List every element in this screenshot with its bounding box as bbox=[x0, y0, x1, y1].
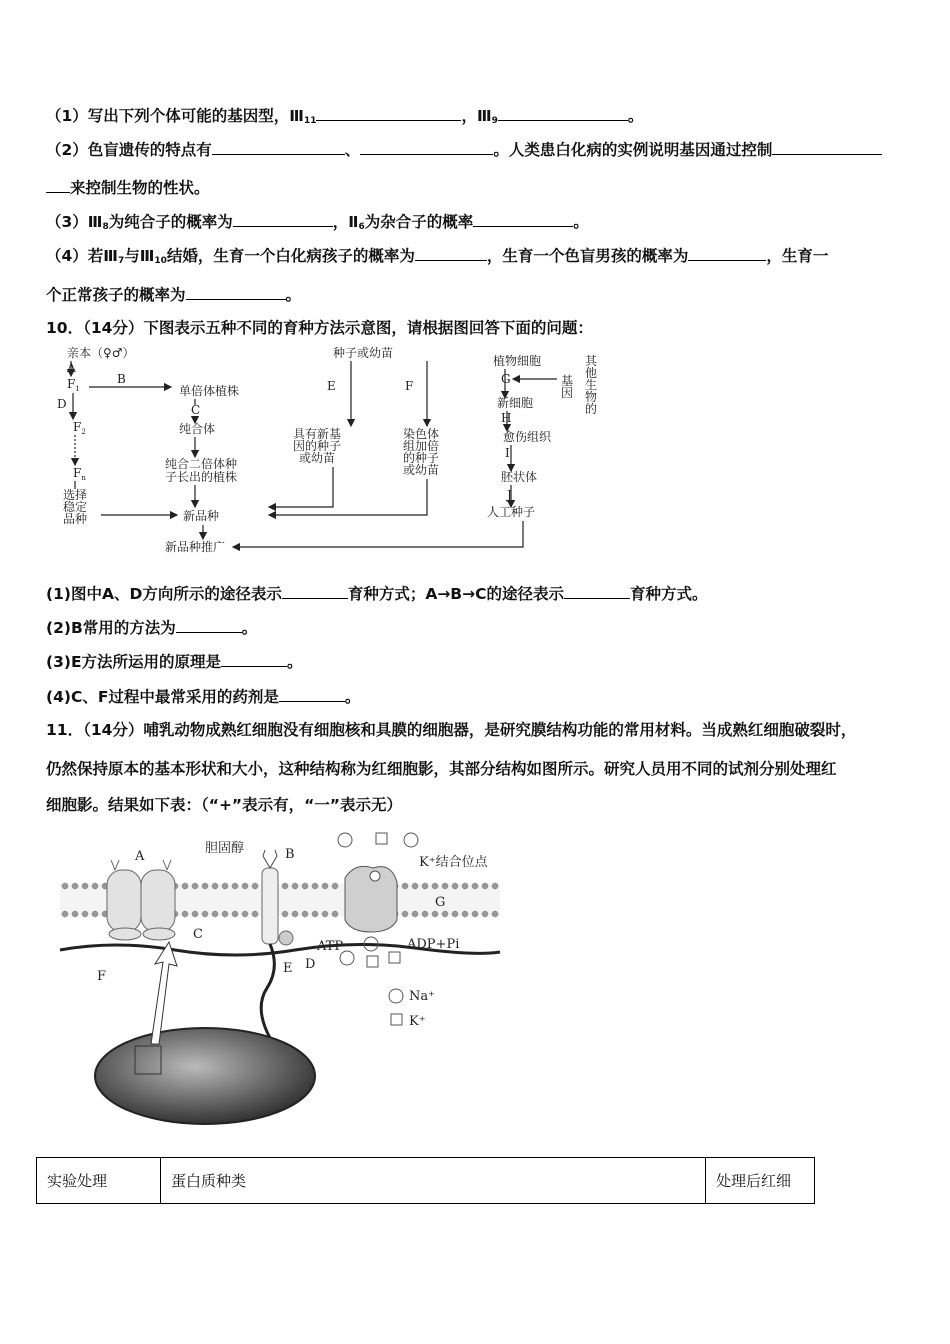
k-legend-icon bbox=[391, 1014, 402, 1025]
label-H: H bbox=[501, 411, 512, 425]
callus-label: 愈伤组织 bbox=[503, 430, 552, 444]
answer-blank[interactable] bbox=[233, 212, 333, 227]
q10-sub2: (2)B常用的方法为 。 bbox=[46, 619, 258, 637]
chromo-1: 染色体 bbox=[403, 427, 440, 441]
q9-part4-cont: 个正常孩子的概率为 。 bbox=[46, 286, 302, 304]
answer-blank[interactable] bbox=[415, 246, 487, 261]
label-E: E bbox=[283, 961, 293, 976]
answer-blank[interactable] bbox=[46, 178, 70, 193]
chromo-4: 或幼苗 bbox=[403, 463, 440, 477]
label-D: D bbox=[305, 957, 316, 972]
other-3: 生 bbox=[585, 378, 598, 392]
q9-part4: （4）若$Ⅲ_7$与$Ⅲ_{10}$结婚，生育一个白化病孩子的概率为 ，生育一个色盲男孩的概率为 ，生育一 bbox=[46, 247, 829, 266]
label-A: A bbox=[135, 849, 145, 864]
label-F1: $F_1$ bbox=[67, 377, 80, 393]
chromo-2: 组加倍 bbox=[403, 439, 440, 453]
results-table bbox=[36, 1157, 815, 1204]
newgene-3: 或幼苗 bbox=[299, 451, 336, 465]
label-I: I bbox=[505, 446, 510, 460]
table-header-result: 处理后红细 bbox=[706, 1158, 815, 1204]
answer-blank[interactable] bbox=[772, 140, 882, 155]
gene-2: 因 bbox=[561, 386, 574, 400]
cholesterol-label: 胆固醇 bbox=[205, 841, 245, 856]
label-J: J bbox=[507, 488, 512, 502]
answer-blank[interactable] bbox=[498, 106, 628, 121]
q11-line3: 细胞影。结果如下表：（“+”表示有，“一”表示无） bbox=[46, 796, 402, 814]
embryoid-label: 胚状体 bbox=[501, 470, 538, 484]
answer-blank[interactable] bbox=[221, 652, 287, 667]
label-E: E bbox=[327, 379, 336, 393]
answer-blank[interactable] bbox=[316, 106, 461, 121]
label-C: C bbox=[191, 403, 201, 417]
plantcell-label: 植物细胞 bbox=[493, 354, 542, 368]
label-F: F bbox=[405, 379, 414, 393]
atp-label: ATP bbox=[317, 939, 344, 954]
answer-blank[interactable] bbox=[473, 212, 573, 227]
table-header-treatment: 实验处理 bbox=[37, 1158, 161, 1204]
other-4: 物 bbox=[585, 390, 598, 404]
q10-sub1: (1)图中A、D方向所示的途径表示 育种方式；A→B→C的途径表示 育种方式。 bbox=[46, 585, 708, 603]
select-2: 稳定 bbox=[63, 500, 88, 514]
pure-diploid-2: 子长出的植株 bbox=[165, 470, 238, 484]
q9-part1: （1）写出下列个体可能的基因型，$Ⅲ_{11}$ ，$Ⅲ_9$ 。 bbox=[46, 107, 644, 126]
newgene-1: 具有新基 bbox=[293, 427, 342, 441]
label-F2: $F_2$ bbox=[73, 420, 86, 436]
q9-part2-cont: 来控制生物的性状。 bbox=[46, 176, 210, 198]
label-G: G bbox=[435, 895, 446, 910]
table-header-protein: 蛋白质种类 bbox=[161, 1158, 706, 1204]
gene-1: 基 bbox=[561, 374, 574, 388]
pure-diploid-1: 纯合二倍体种 bbox=[165, 457, 238, 471]
q11-line2: 仍然保持原本的基本形状和大小，这种结构称为红细胞影，其部分结构如图所示。研究人员用不同的试剂分别处理红 bbox=[46, 760, 837, 778]
parent-label: 亲本（♀♂） bbox=[67, 346, 135, 360]
answer-blank[interactable] bbox=[688, 246, 766, 261]
k-label: K⁺ bbox=[409, 1014, 426, 1029]
q9-part2: （2）色盲遗传的特点有 、 。人类患白化病的实例说明基因通过控制 bbox=[46, 138, 882, 160]
answer-blank[interactable] bbox=[282, 584, 348, 599]
red-cell-ghost bbox=[95, 1028, 315, 1124]
pure-label: 纯合体 bbox=[179, 422, 216, 436]
adp-label: ADP+Pi bbox=[407, 937, 460, 952]
answer-blank[interactable] bbox=[564, 584, 630, 599]
other-1: 其 bbox=[585, 354, 598, 368]
label-A: A bbox=[67, 361, 76, 375]
na-legend-icon bbox=[389, 989, 403, 1003]
q10-sub4: (4)C、F过程中最常采用的药剂是 。 bbox=[46, 688, 361, 706]
other-2: 他 bbox=[585, 366, 598, 380]
answer-blank[interactable] bbox=[279, 687, 345, 702]
answer-blank[interactable] bbox=[360, 140, 493, 155]
k-site-label: K⁺结合位点 bbox=[419, 855, 488, 870]
answer-blank[interactable] bbox=[212, 140, 345, 155]
spectrin-e bbox=[261, 944, 274, 1038]
promote-label: 新品种推广 bbox=[165, 540, 226, 554]
label-C: C bbox=[193, 927, 203, 942]
na-label: Na⁺ bbox=[409, 989, 435, 1004]
protein-a bbox=[107, 860, 175, 940]
table-row bbox=[37, 1158, 815, 1204]
q10-stem: 10．（14分）下图表示五种不同的育种方法示意图，请根据图回答下面的问题： bbox=[46, 319, 593, 337]
select-1: 选择 bbox=[63, 488, 88, 502]
select-3: 品种 bbox=[63, 512, 88, 526]
answer-blank[interactable] bbox=[186, 285, 286, 300]
label-B: B bbox=[285, 847, 295, 862]
other-5: 的 bbox=[585, 402, 598, 416]
pump-g bbox=[345, 866, 397, 932]
q11-line1: 11．（14分）哺乳动物成熟红细胞没有细胞核和具膜的细胞器，是研究膜结构功能的常用材料。当成熟红细胞破裂时， bbox=[46, 721, 857, 739]
haploid-label: 单倍体植株 bbox=[179, 384, 240, 398]
answer-blank[interactable] bbox=[176, 618, 242, 633]
chromo-3: 的种子 bbox=[403, 451, 440, 465]
label-B: B bbox=[117, 372, 126, 386]
new-variety: 新品种 bbox=[183, 509, 220, 523]
label-Fn: $F_n$ bbox=[73, 466, 86, 482]
seed-label: 种子或幼苗 bbox=[333, 346, 394, 360]
newgene-2: 因的种子 bbox=[293, 439, 342, 453]
label-G: G bbox=[501, 372, 511, 386]
artseed-label: 人工种子 bbox=[487, 505, 536, 519]
q9-part3: $(3)Ⅲ_8$为纯合子的概率为 ，$Ⅱ_6$为杂合子的概率 。 bbox=[46, 213, 589, 232]
newcell-label: 新细胞 bbox=[497, 396, 534, 410]
label-D: D bbox=[57, 397, 67, 411]
breeding-diagram bbox=[55, 343, 610, 555]
membrane-figure bbox=[55, 828, 505, 1133]
q10-sub3: (3)E方法所运用的原理是 。 bbox=[46, 653, 303, 671]
label-F: F bbox=[97, 969, 107, 984]
